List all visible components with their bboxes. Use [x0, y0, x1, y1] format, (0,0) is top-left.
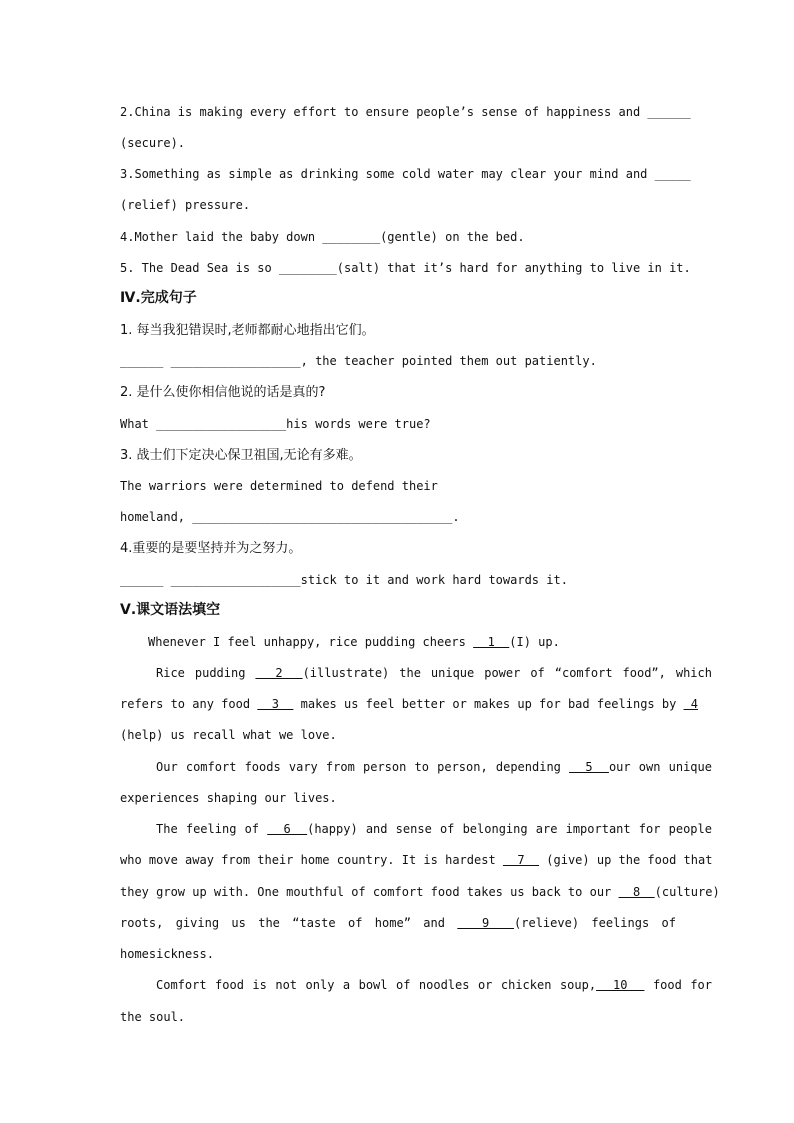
passage-paragraph-2-line-3: (help) us recall what we love.	[120, 728, 337, 742]
passage-paragraph-2-line-2	[120, 689, 699, 720]
passage-text: Our comfort foods vary from person to person, depending	[156, 760, 561, 774]
passage-text: (illustrate) the unique power of “comfort food”, which	[302, 666, 712, 680]
passage-paragraph-3-line-1	[120, 752, 712, 783]
sentence-4-english: ______ __________________stick to it and work hard towards it.	[120, 573, 568, 587]
question-3-hint: (relief) pressure.	[120, 198, 251, 212]
passage-paragraph-5-line-1	[120, 970, 712, 1001]
passage-paragraph-4-line-4	[120, 908, 676, 939]
question-4: 4.Mother laid the baby down ________(gentle) on the bed.	[120, 230, 525, 244]
blank-6: 6	[267, 822, 308, 836]
blank-8: 8	[618, 885, 655, 899]
passage-text: (I) up.	[509, 635, 560, 649]
passage-text: makes us feel better or makes up for bad feelings by	[300, 697, 677, 711]
question-2-line	[120, 97, 691, 128]
passage-text: (give) up the food that	[546, 853, 713, 867]
passage-paragraph-2-line-1	[120, 658, 712, 689]
passage-paragraph-3-line-2: experiences shaping our lives.	[120, 791, 337, 805]
passage-text: who move away from their home country. It is hardest	[120, 853, 496, 867]
passage-text: our own unique	[608, 760, 712, 774]
passage-text: The feeling of	[156, 822, 260, 836]
sentence-3-english-b: homeland, ____________________________________.	[120, 510, 460, 524]
question-2-text: 2.China is making every effort to ensure people’s sense of happiness and	[120, 105, 641, 119]
passage-paragraph-4-line-3	[120, 877, 720, 908]
sentence-3-english-a: The warriors were determined to defend their	[120, 479, 438, 493]
passage-text: Rice pudding	[156, 666, 246, 680]
passage-paragraph-5-line-2: the soul.	[120, 1010, 186, 1024]
sentence-3-chinese: 3. 战士们下定决心保卫祖国,无论有多难。	[120, 448, 362, 463]
blank-2: 2	[255, 666, 303, 680]
question-5: 5. The Dead Sea is so ________(salt) that it’s hard for anything to live in it.	[120, 261, 691, 275]
sentence-4-chinese: 4.重要的是要坚持并为之努力。	[120, 541, 302, 556]
passage-paragraph-1	[120, 627, 704, 658]
passage-text: they grow up with. One mouthful of comfort food takes us back to our	[120, 885, 612, 899]
blank-10: 10	[596, 978, 645, 992]
blank-5: 5	[569, 760, 609, 774]
passage-text: refers to any food	[120, 697, 251, 711]
passage-text: food for	[652, 978, 712, 992]
answer-blank: ______	[647, 105, 691, 119]
sentence-1-english: ______ __________________, the teacher pointed them out patiently.	[120, 354, 597, 368]
question-3-line	[120, 159, 691, 190]
passage-text: (happy) and sense of belonging are important for people	[307, 822, 712, 836]
section-5-title: Ⅴ.课文语法填空	[120, 602, 221, 618]
blank-7: 7	[502, 853, 540, 867]
sentence-2-english: What __________________his words were true?	[120, 417, 431, 431]
passage-text: (relieve) feelings of	[514, 916, 677, 930]
sentence-2-chinese: 2. 是什么使你相信他说的话是真的?	[120, 385, 326, 400]
blank-1: 1	[473, 635, 510, 649]
question-3-text: 3.Something as simple as drinking some cold water may clear your mind and	[120, 167, 648, 181]
blank-4: 4	[683, 697, 699, 711]
passage-paragraph-4-line-1	[120, 814, 712, 845]
blank-3: 3	[257, 697, 294, 711]
sentence-1-chinese: 1. 每当我犯错误时,老师都耐心地指出它们。	[120, 323, 375, 338]
question-2-hint: (secure).	[120, 136, 186, 150]
section-4-title: Ⅳ.完成句子	[120, 290, 197, 306]
blank-9: 9	[457, 916, 515, 930]
passage-paragraph-4-line-2	[120, 845, 713, 876]
passage-paragraph-4-line-5: homesickness.	[120, 947, 214, 961]
passage-text: roots, giving us the “taste of home” and	[120, 916, 445, 930]
answer-blank: _____	[654, 167, 691, 181]
passage-text: Comfort food is not only a bowl of noodles or chicken soup,	[156, 978, 597, 992]
passage-text: Whenever I feel unhappy, rice pudding cheers	[148, 635, 466, 649]
passage-text: (culture)	[654, 885, 720, 899]
